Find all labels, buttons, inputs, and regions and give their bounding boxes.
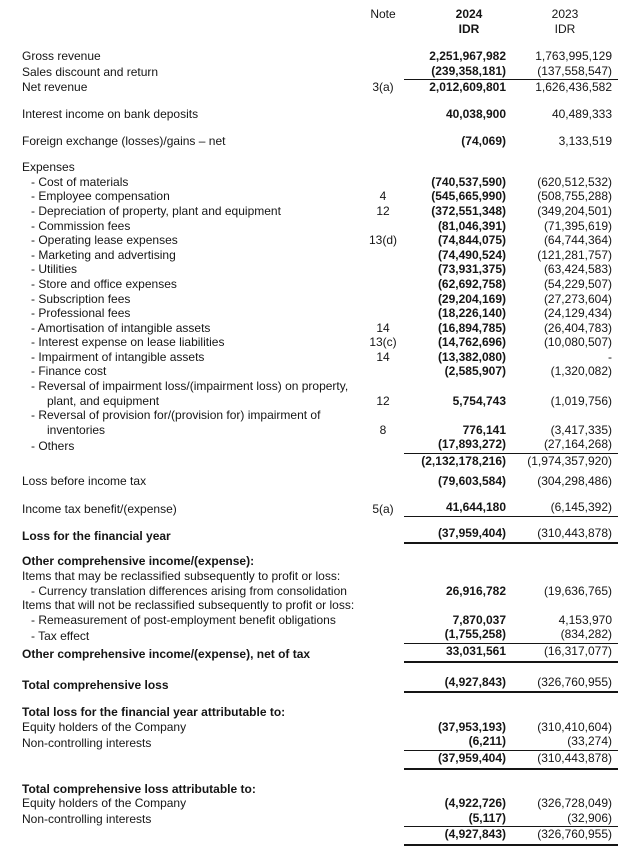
income-statement-table	[22, 7, 618, 846]
row-note: 14	[376, 349, 390, 364]
statement-row	[22, 64, 618, 80]
statement-row	[22, 500, 618, 516]
value-2023: 40,489,333	[551, 106, 612, 121]
row-note: 4	[379, 189, 387, 204]
row-label: - Impairment of intangible assets	[31, 349, 205, 364]
column-header-2023: 2023	[551, 7, 579, 21]
spacer-cell	[22, 95, 618, 107]
value-2023: (1,320,082)	[550, 364, 612, 379]
spacer-cell	[22, 148, 618, 160]
value-2023: (26,404,783)	[543, 320, 612, 335]
value-2024: 33,031,561	[404, 643, 508, 661]
value-2023: (137,558,547)	[508, 64, 618, 80]
row-label: - Depreciation of property, plant and equipment	[31, 203, 281, 218]
row-label: - Remeasurement of post-employment benefit obligations	[31, 612, 336, 627]
value-2024: (5,117)	[404, 811, 508, 827]
row-note	[362, 627, 404, 643]
row-note	[362, 613, 404, 628]
spacer-row	[22, 543, 618, 554]
row-note: 13(c)	[369, 335, 397, 350]
statement-row	[22, 350, 618, 365]
value-2023: (63,424,583)	[543, 262, 612, 277]
row-note	[362, 262, 404, 277]
row-note	[362, 454, 404, 469]
spacer-cell	[22, 122, 618, 134]
row-label: plant, and equipment	[47, 393, 160, 408]
value-2023: (620,512,532)	[537, 174, 612, 189]
value-2023: (6,145,392)	[508, 500, 618, 516]
value-2023: (71,395,619)	[543, 218, 612, 233]
statement-row	[22, 408, 618, 423]
value-2023	[508, 782, 618, 797]
statement-row	[22, 569, 618, 584]
value-2024: (74,844,075)	[437, 233, 506, 248]
value-2024: 5,754,743	[452, 393, 506, 408]
statement-total-row	[22, 705, 618, 720]
spacer-row	[22, 488, 618, 500]
row-note	[362, 292, 404, 307]
row-note	[362, 643, 404, 661]
value-2024: (62,692,758)	[437, 276, 506, 291]
column-header-currency-2024: IDR	[458, 21, 480, 36]
statement-row	[22, 233, 618, 248]
row-label: - Others	[31, 438, 75, 453]
value-2023: -	[608, 349, 612, 364]
column-header-currency-2023: IDR	[554, 21, 576, 36]
row-label: - Marketing and advertising	[31, 247, 176, 262]
value-2023: (64,744,364)	[543, 233, 612, 248]
row-note: 12	[376, 393, 390, 408]
row-label: Non-controlling interests	[22, 812, 152, 827]
value-2024: (4,922,726)	[444, 796, 506, 811]
row-note: 5(a)	[372, 501, 394, 516]
row-note	[362, 408, 404, 423]
row-label: - Professional fees	[31, 306, 131, 321]
statement-row	[22, 49, 618, 64]
value-2023	[508, 408, 618, 423]
row-note	[362, 796, 404, 811]
value-2024: (74,069)	[461, 133, 506, 148]
statement-total-row	[22, 675, 618, 693]
statement-row	[22, 248, 618, 263]
statement-row	[22, 262, 618, 277]
spacer-row	[22, 692, 618, 705]
row-label: - Operating lease expenses	[31, 233, 178, 248]
table-header	[22, 7, 618, 36]
value-2023: (508,755,288)	[537, 189, 612, 204]
header-row-currency	[22, 22, 618, 37]
value-2023: (16,317,077)	[508, 643, 618, 661]
row-note	[362, 782, 404, 797]
statement-row	[22, 734, 618, 750]
value-2023: (310,443,878)	[508, 750, 618, 768]
row-label: Loss before income tax	[22, 473, 147, 488]
value-2024	[404, 160, 508, 175]
financial-statement-page	[0, 7, 640, 842]
row-label: - Currency translation differences arising from consolidation	[31, 583, 347, 598]
spacer-row	[22, 769, 618, 782]
value-2024: (1,755,258)	[404, 627, 508, 643]
spacer-row	[22, 516, 618, 526]
row-note	[362, 569, 404, 584]
row-note	[362, 526, 404, 544]
value-2024: 26,916,782	[445, 583, 506, 598]
value-2023: (326,760,955)	[508, 675, 618, 693]
value-2023: (3,417,335)	[550, 422, 612, 437]
value-2024: (81,046,391)	[437, 218, 506, 233]
statement-row	[22, 720, 618, 735]
row-note	[362, 705, 404, 720]
statement-row	[22, 204, 618, 219]
statement-row	[22, 423, 618, 438]
value-2024: (4,927,843)	[404, 675, 508, 693]
statement-row	[22, 321, 618, 336]
value-2023: (27,164,268)	[508, 437, 618, 453]
statement-total-row	[22, 782, 618, 797]
spacer-cell	[22, 516, 618, 526]
statement-row	[22, 306, 618, 321]
row-label	[22, 454, 362, 469]
row-note	[362, 750, 404, 768]
row-label: - Employee compensation	[31, 189, 170, 204]
spacer-cell	[22, 543, 618, 554]
row-label: Expenses	[22, 160, 75, 175]
value-2023	[508, 598, 618, 613]
row-label: Equity holders of the Company	[22, 719, 187, 734]
row-label: Other comprehensive income/(expense):	[22, 554, 255, 569]
row-note	[362, 827, 404, 845]
statement-row	[22, 160, 618, 175]
value-2024: (79,603,584)	[437, 473, 506, 488]
column-header-2024: 2024	[455, 7, 483, 21]
value-2024: (372,551,348)	[431, 203, 506, 218]
row-label: - Store and office expenses	[31, 276, 177, 291]
row-note	[362, 811, 404, 827]
value-2024: (17,893,272)	[404, 437, 508, 453]
value-2023	[508, 554, 618, 569]
value-2023: 1,763,995,129	[535, 49, 612, 64]
value-2024: (13,382,080)	[437, 349, 506, 364]
statement-row	[22, 584, 618, 599]
statement-row	[22, 627, 618, 643]
row-note	[362, 160, 404, 175]
row-label	[22, 750, 362, 768]
value-2023	[508, 379, 618, 394]
spacer-row	[22, 122, 618, 134]
value-2024: (545,665,990)	[431, 189, 506, 204]
row-label: Gross revenue	[22, 49, 101, 64]
value-2023: 4,153,970	[558, 612, 612, 627]
row-label: - Tax effect	[31, 628, 90, 643]
row-note: 13(d)	[368, 233, 397, 248]
column-header-note: Note	[370, 7, 396, 21]
row-label: - Commission fees	[31, 218, 131, 233]
value-2023: (27,273,604)	[543, 291, 612, 306]
row-label: - Interest expense on lease liabilities	[31, 335, 225, 350]
value-2024: (29,204,169)	[437, 291, 506, 306]
value-2023: (304,298,486)	[537, 473, 612, 488]
value-2023	[508, 705, 618, 720]
row-note	[362, 134, 404, 149]
header-empty	[22, 22, 362, 37]
statement-body	[22, 36, 618, 845]
spacer-row	[22, 662, 618, 675]
row-label: Total loss for the financial year attributable to:	[22, 705, 286, 720]
value-2024: 7,870,037	[452, 612, 506, 627]
row-note	[362, 219, 404, 234]
spacer-row	[22, 95, 618, 107]
value-2024	[404, 408, 508, 423]
row-label: - Finance cost	[31, 364, 107, 379]
row-note	[362, 598, 404, 613]
statement-row	[22, 107, 618, 122]
value-2023	[508, 160, 618, 175]
row-note	[362, 584, 404, 599]
row-note	[362, 49, 404, 64]
row-label: Sales discount and return	[22, 65, 159, 80]
value-2023: (349,204,501)	[537, 203, 612, 218]
statement-row	[22, 474, 618, 489]
row-label: - Subscription fees	[31, 291, 131, 306]
value-2023: (54,229,507)	[543, 276, 612, 291]
row-label: Total comprehensive loss attributable to:	[22, 781, 256, 796]
row-note	[362, 474, 404, 489]
value-2024: (73,931,375)	[437, 262, 506, 277]
value-2023: (326,728,049)	[537, 796, 612, 811]
spacer-cell	[22, 769, 618, 782]
spacer-cell	[22, 488, 618, 500]
spacer-cell	[22, 662, 618, 675]
value-2024: (16,894,785)	[437, 320, 506, 335]
statement-row	[22, 613, 618, 628]
statement-row	[22, 277, 618, 292]
statement-row	[22, 364, 618, 379]
value-2023: (19,636,765)	[543, 583, 612, 598]
row-label: - Cost of materials	[31, 174, 129, 189]
statement-row	[22, 219, 618, 234]
value-2023: (24,129,434)	[543, 306, 612, 321]
row-note: 14	[376, 320, 390, 335]
header-empty	[362, 22, 404, 37]
value-2024	[404, 598, 508, 613]
row-note	[362, 277, 404, 292]
value-2024	[404, 379, 508, 394]
value-2023: (121,281,757)	[537, 247, 612, 262]
row-note	[362, 306, 404, 321]
row-label: Interest income on bank deposits	[22, 106, 199, 121]
statement-row	[22, 827, 618, 845]
statement-row	[22, 394, 618, 409]
value-2023: (10,080,507)	[543, 335, 612, 350]
header-row-years	[22, 7, 618, 22]
row-note: 3(a)	[372, 80, 394, 95]
row-note	[362, 437, 404, 453]
statement-row	[22, 750, 618, 768]
value-2023: (1,019,756)	[550, 393, 612, 408]
statement-row	[22, 292, 618, 307]
value-2023: (32,906)	[508, 811, 618, 827]
statement-row	[22, 175, 618, 190]
spacer-row	[22, 148, 618, 160]
statement-row	[22, 379, 618, 394]
value-2024: (740,537,590)	[431, 174, 506, 189]
row-note	[362, 64, 404, 80]
row-label: Other comprehensive income/(expense), net of tax	[22, 646, 311, 661]
statement-total-row	[22, 526, 618, 544]
value-2024: 2,251,967,982	[429, 49, 506, 64]
row-note	[362, 379, 404, 394]
spacer-row	[22, 36, 618, 49]
value-2024	[404, 554, 508, 569]
row-note	[362, 248, 404, 263]
statement-row	[22, 811, 618, 827]
row-note	[362, 554, 404, 569]
row-note	[362, 107, 404, 122]
value-2024: (14,762,696)	[437, 335, 506, 350]
value-2023: 1,626,436,582	[535, 80, 612, 95]
value-2023: (33,274)	[508, 734, 618, 750]
statement-row	[22, 598, 618, 613]
row-label: - Amortisation of intangible assets	[31, 320, 211, 335]
statement-total-row	[22, 554, 618, 569]
value-2024: (2,132,178,216)	[421, 454, 506, 469]
row-label: Total comprehensive loss	[22, 677, 169, 692]
value-2023	[508, 569, 618, 584]
row-label: Foreign exchange (losses)/gains – net	[22, 133, 226, 148]
value-2024: (2,585,907)	[444, 364, 506, 379]
statement-row	[22, 335, 618, 350]
value-2024	[404, 569, 508, 584]
row-label: Loss for the financial year	[22, 528, 171, 543]
value-2023: (1,974,357,920)	[527, 454, 612, 469]
row-label: - Reversal of provision for/(provision for) impairment of	[31, 408, 321, 423]
spacer-cell	[22, 692, 618, 705]
statement-row	[22, 454, 618, 469]
value-2024: (18,226,140)	[437, 306, 506, 321]
row-label: Equity holders of the Company	[22, 796, 187, 811]
value-2023: (326,760,955)	[508, 827, 618, 845]
row-note: 8	[379, 422, 387, 437]
row-label: Non-controlling interests	[22, 735, 152, 750]
spacer-cell	[22, 36, 618, 49]
statement-row	[22, 189, 618, 204]
row-note: 12	[376, 203, 390, 218]
statement-row	[22, 796, 618, 811]
value-2023: 3,133,519	[558, 133, 612, 148]
row-note	[362, 720, 404, 735]
row-note	[362, 675, 404, 693]
row-label	[22, 827, 362, 845]
value-2024: 40,038,900	[445, 106, 506, 121]
value-2023: (310,410,604)	[537, 719, 612, 734]
value-2023: (310,443,878)	[508, 526, 618, 544]
row-label: Net revenue	[22, 80, 88, 95]
value-2024: 41,644,180	[404, 500, 508, 516]
value-2023: (834,282)	[508, 627, 618, 643]
value-2024: (74,490,524)	[437, 247, 506, 262]
row-label: - Reversal of impairment loss/(impairment loss) on property,	[31, 379, 349, 394]
value-2024: (4,927,843)	[404, 827, 508, 845]
row-label: Items that may be reclassified subsequently to profit or loss:	[22, 569, 341, 583]
value-2024	[404, 705, 508, 720]
statement-row	[22, 134, 618, 149]
value-2024: (37,959,404)	[404, 750, 508, 768]
statement-total-row	[22, 643, 618, 661]
row-label: Income tax benefit/(expense)	[22, 501, 177, 516]
statement-row	[22, 437, 618, 453]
row-label: inventories	[47, 422, 106, 437]
row-note	[362, 734, 404, 750]
value-2024: (6,211)	[404, 734, 508, 750]
header-empty	[22, 7, 362, 22]
row-note	[362, 364, 404, 379]
value-2024: (37,959,404)	[404, 526, 508, 544]
value-2024: (239,358,181)	[404, 64, 508, 80]
statement-row	[22, 80, 618, 95]
row-label: Items that will not be reclassified subsequently to profit or loss:	[22, 598, 355, 613]
row-note	[362, 175, 404, 190]
row-label: - Utilities	[31, 262, 78, 277]
value-2024: 2,012,609,801	[429, 80, 506, 95]
value-2024	[404, 782, 508, 797]
value-2024: 776,141	[462, 422, 506, 437]
value-2024: (37,953,193)	[437, 719, 506, 734]
